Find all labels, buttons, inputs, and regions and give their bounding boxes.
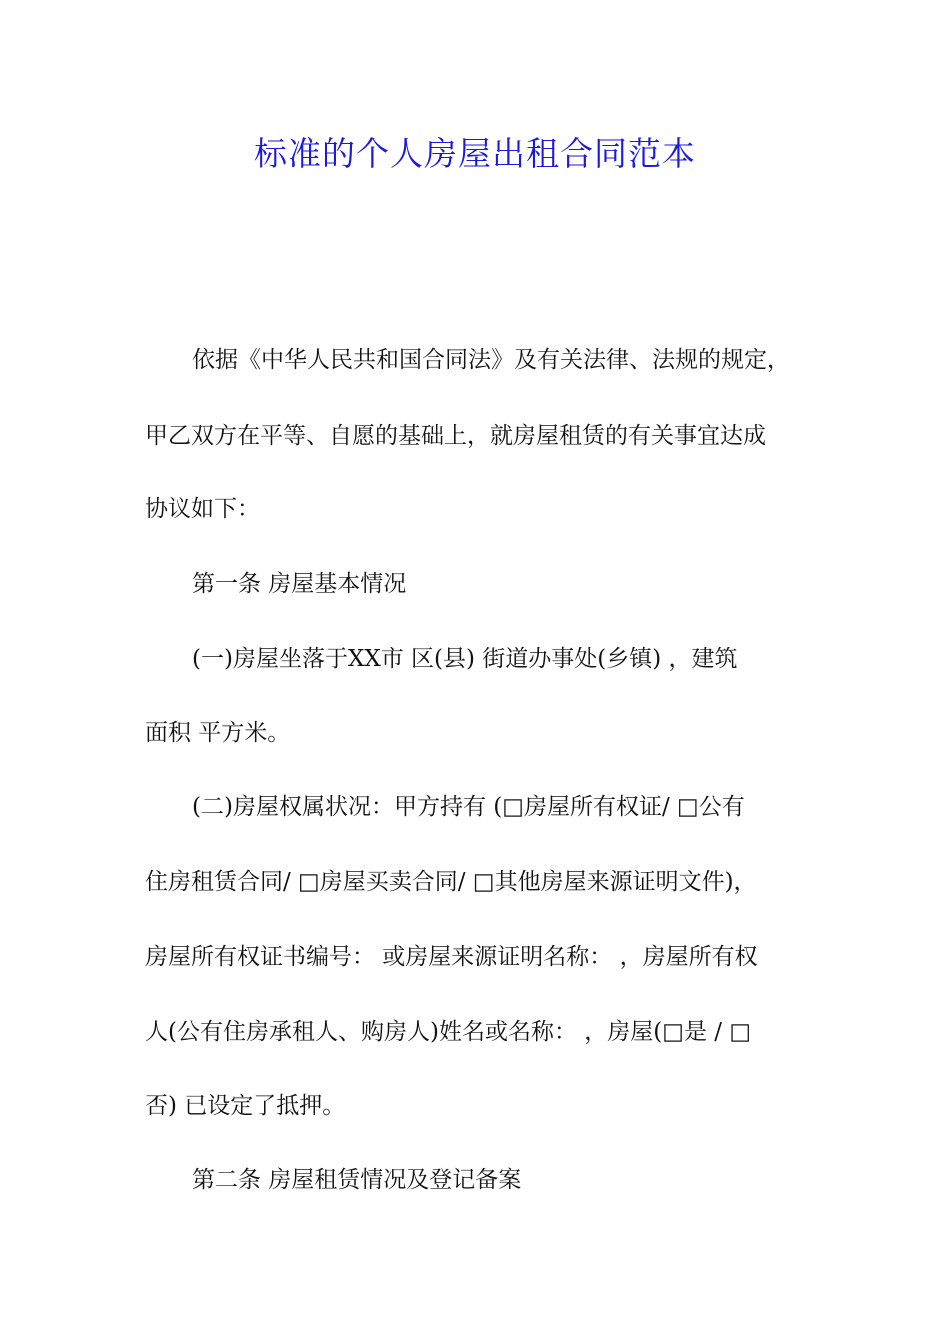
article-heading: 第二条 房屋租赁情况及登记备案 xyxy=(192,1167,522,1193)
paragraph-line: 房屋所有权证书编号： 或房屋来源证明名称： ，房屋所有权 xyxy=(145,944,758,970)
paragraph-line: 依据《中华人民共和国合同法》及有关法律、法规的规定， xyxy=(192,347,790,373)
paragraph-line: 人(公有住房承租人、购房人)姓名或名称： ，房屋(□是 / □ xyxy=(145,1019,752,1045)
article-heading: 第一条 房屋基本情况 xyxy=(192,571,407,597)
document-title: 标准的个人房屋出租合同范本 xyxy=(254,134,696,173)
paragraph-line: (二)房屋权属状况：甲方持有 (□房屋所有权证/ □公有 xyxy=(192,794,745,820)
paragraph-line: (一)房屋坐落于XX市 区(县) 街道办事处(乡镇) ，建筑 xyxy=(192,646,738,672)
paragraph-line: 甲乙双方在平等、自愿的基础上，就房屋租赁的有关事宜达成 xyxy=(145,423,766,449)
paragraph-line: 否) 已设定了抵押。 xyxy=(145,1093,346,1119)
paragraph-line: 面积 平方米。 xyxy=(145,720,291,746)
paragraph-line: 住房租赁合同/ □房屋买卖合同/ □其他房屋来源证明文件)， xyxy=(145,869,757,895)
paragraph-line: 协议如下： xyxy=(145,496,260,522)
